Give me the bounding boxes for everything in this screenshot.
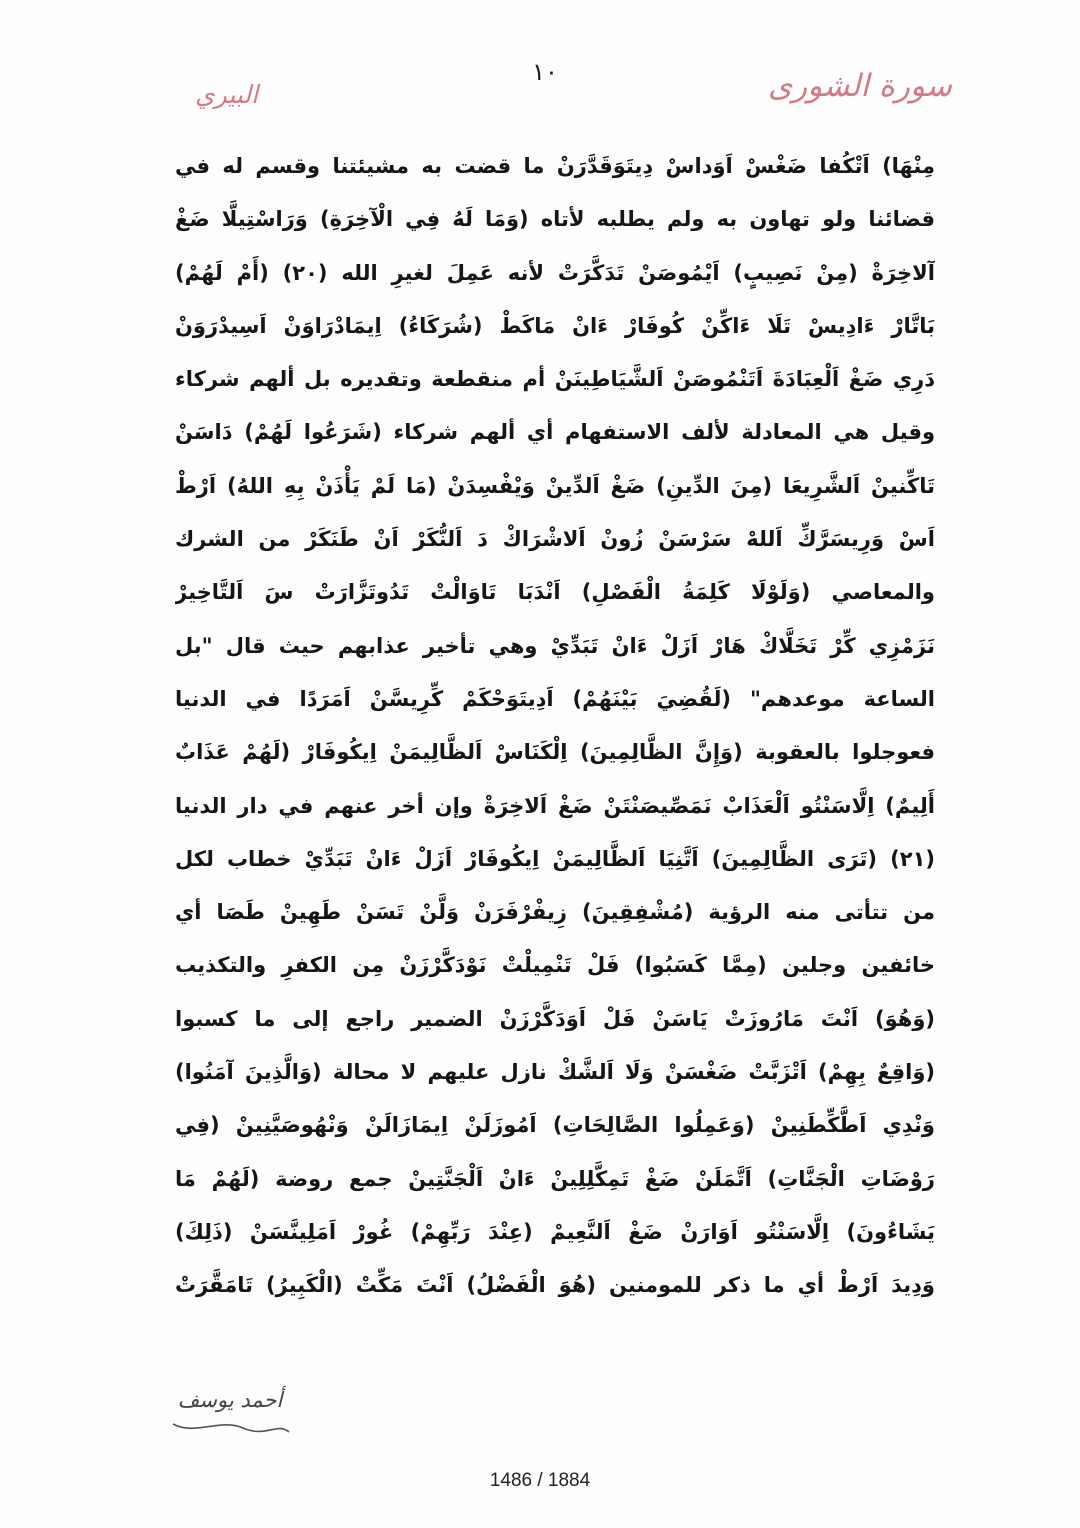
text-line: قضائنا ولو تهاون به ولم يطلبه لأتاه (وَمَا لَهُ فِي الْآخِرَةِ) وَرَاسْتِيلَّا ضَغْ [175,207,935,232]
text-line: اَسْ وَرِيسَرَّكِّ اَللهْ سَرْسَنْ زُونْ اَلاشْرَاكْ دَ اَلنُّكَرْ اَنْ طَنَكَرْ من الشرك [175,527,935,552]
page-counter: 1486 / 1884 [489,1470,591,1491]
text-line: دَرِي ضَغْ اَلْعِبَادَةَ اَتَنْمُوصَنْ اَلشَّيَاطِينَنْ أم منقطعة وتقديره بل ألهم شركاء [175,367,935,392]
text-line: والمعاصي (وَلَوْلَا كَلِمَةُ الْفَصْلِ) اَنْدَبَا تَاوَالْتْ تَدُوتَزَّارَتْ سَ اَلتَّاخِيرْ [175,580,935,605]
text-line: بَاتَّارْ ءَادِيسْ تَلَا ءَاكِّنْ كُوفَارْ ءَانْ مَاكَطْ (شُرَكَاءُ) اِيمَادْرَاوَنْ اَسِيدْرَوَنْ [175,313,935,338]
page-number: ١٠ [532,58,558,86]
text-line: وَدِيدَ اَرْطْ أي ما ذكر للمومنين (هُوَ الْفَضْلُ) اَنْتَ مَكِّتْ (الْكَبِيرُ) تَامَقَّرَتْ [175,1273,935,1298]
signature-text: أحمد يوسف [177,1388,283,1412]
text-line: من تتأتى منه الرؤية (مُشْفِقِينَ) زِيفْرْفَرَنْ وَلَّنْ تَسَنْ طَهِينْ طَصَا أي [175,900,935,925]
text-line: مِنْهَا) اَتْكُفا ضَغْسْ اَوَداسْ دِيتَوَقَدَّرَنْ ما قضت به مشيئتنا وقسم له في [175,154,935,178]
signature-flourish [165,1414,295,1444]
text-line: رَوْضَاتِ الْجَنَّاتِ) اَتَّمَلَنْ ضَغْ تَمِكَّلِلِينْ ءَانْ اَلْجَنَّتِينْ جمع روضة (لَهُمْ مَا [175,1166,935,1191]
text-line: آلاخِرَةْ (مِنْ نَصِيبٍ) اَيْمُوصَنْ تَدَكَّرَتْ لأنه عَمِلَ لغيرِ الله (٢٠) (أَمْ لَهُمْ) [175,260,935,285]
text-line: وقيل هي المعادلة لألف الاستفهام أي ألهم شركاء (شَرَعُوا لَهُمْ) دَاسَنْ [175,420,935,445]
text-line: تَاكِّنينْ اَلشَّرِيعَا (مِنَ الدِّينِ) ضَغْ اَلدِّينْ وَيْفْسِدَنْ (مَا لَمْ يَأْذَنْ بِهِ اللهُ) اَرْطْ [175,473,935,498]
text-line: (وَاقِعٌ بِهِمْ) اَتْزَبَّتْ ضَغْسَنْ وَلَا اَلشَّكْ نازل عليهم لا محالة (وَالَّذِينَ آمَنُوا) [175,1060,935,1085]
text-line: (وَهُوَ) اَنْتَ مَارُوزَتْ يَاسَنْ فَلْ اَوَدَكَّرْزَنْ الضمير راجع إلى ما كسبوا [175,1006,935,1031]
text-line: أَلِيمٌ) اِلَّاسَنْتُو اَلْعَذَابْ نَمَصِّيصَنْتَنْ ضَغْ اَلاخِرَةْ وإن أخر عنهم في دار الدنيا [175,793,935,818]
text-line: الساعة موعدهم" (لَقُضِيَ بَيْنَهُمْ) اَدِيتَوَحْكَمْ كِّرِيسَّنْ اَمَرَدًا في الدنيا [175,686,935,711]
text-line: (٢١) (تَرَى الظَّالِمِينَ) اَتَّنِيَا اَلظَّالِيمَنْ اِيكُوفَارْ اَزَلْ ءَانْ تَبَدِّيْ خطاب لكل [175,846,935,871]
handwritten-signature [165,1388,295,1412]
text-line: يَشَاءُونَ) اِلَّاسَنْتُو اَوَارَنْ ضَغْ اَلنَّعِيمْ (عِنْدَ رَبِّهِمْ) غُورْ اَمَلِينَّسَنْ (ذَلِكَ) [175,1219,935,1244]
text-line: فعوجلوا بالعقوبة (وَإِنَّ الظَّالِمِينَ) اِلْكَنَاسْ اَلظَّالِيمَنْ اِيكُوفَارْ (لَهُمْ عَذَابٌ [175,740,935,765]
author-note: البيري [195,80,259,109]
surah-note: سورة الشورى [767,68,952,104]
text-line: نَزَمْزِي كِّرْ تَخَلَّاكْ هَارْ اَزَلْ ءَانْ تَبَدِّيْ وهي تأخير عذابهم حيث قال "بل [175,633,935,658]
text-line: وَنْدِي اَطَّكِّطَنِينْ (وَعَمِلُوا الصَّالِحَاتِ) اَمُوزَلَنْ اِيمَازَالَنْ وَنْهُوصَيَّنِينْ (فِي [175,1113,935,1138]
text-line: خائفين وجلين (مِمَّا كَسَبُوا) فَلْ تَنْمِيلْتْ نَوْدَكَّرْزَنْ مِن الكفرِ والتكذيب [175,953,935,978]
body-text [175,140,935,1313]
